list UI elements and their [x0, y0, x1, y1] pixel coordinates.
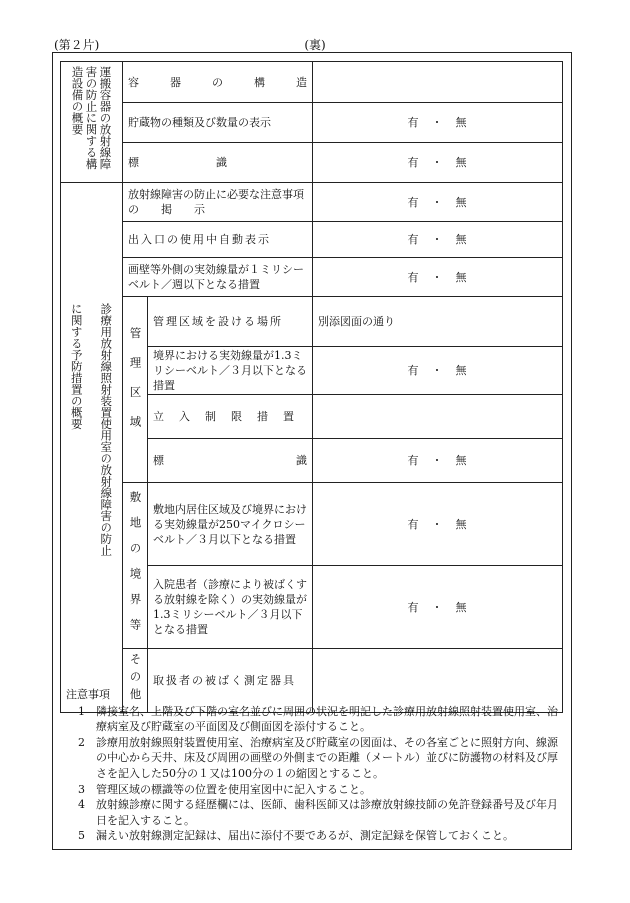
storage-display-yes-no[interactable]: 有 ・ 無	[313, 103, 563, 143]
note-item-5: 5 漏えい放射線測定記録は、届出に添付不要であるが、測定記録を保管しておくこと。	[78, 829, 514, 843]
table-row	[61, 297, 563, 347]
table-row	[61, 183, 563, 222]
boundary-dose-yes-no[interactable]: 有 ・ 無	[313, 347, 563, 395]
entry-restriction-field[interactable]	[313, 395, 563, 439]
kanri-label: 管理区域	[128, 327, 143, 445]
notes-section	[66, 687, 566, 844]
note-item-3: 3 管理区域の標識等の位置を使用室図中に記入すること。	[78, 782, 371, 796]
page-number-label: (第２片)	[54, 38, 100, 52]
auto-display-yes-no[interactable]: 有 ・ 無	[313, 222, 563, 258]
boundary-dose-label: 境界における実効線量が1.3ミリシーベルト／３月以下となる措置	[148, 347, 313, 395]
notice-posting-label: 放射線障害の防止に必要な注意事項 の 掲 示	[123, 183, 313, 222]
table-row	[61, 143, 563, 183]
residential-dose-yes-no[interactable]: 有 ・ 無	[313, 483, 563, 566]
section2-label-inner: に関する予防措置の概要	[69, 303, 84, 430]
inpatient-dose-label: 入院患者（診療により被ばくする放射線を除く）の実効線量が1.3ミリシーベルト／３月以下となる措置	[148, 566, 313, 649]
page-side-label: (裏)	[304, 38, 326, 52]
sonota-label: その他	[128, 653, 143, 706]
storage-display-label: 貯蔵物の種類及び数量の表示	[123, 103, 313, 143]
table-row	[61, 222, 563, 258]
shikichi-label: 敷地の境界等	[128, 491, 143, 644]
sign-label-1: 標 識	[123, 143, 313, 183]
section2-label-cell	[61, 183, 123, 713]
wall-dose-yes-no[interactable]: 有 ・ 無	[313, 258, 563, 297]
notes-title: 注意事項	[66, 688, 110, 701]
sign-yes-no-2[interactable]: 有 ・ 無	[313, 439, 563, 483]
form-table	[60, 61, 563, 713]
inpatient-dose-yes-no[interactable]: 有 ・ 無	[313, 566, 563, 649]
residential-dose-label: 敷地内居住区域及び境界における実効線量が250マイクロシーベルト／３月以下となる措置	[148, 483, 313, 566]
section2-label-outer: 診療用放射線照射装置使用室の放射線障害の防止	[99, 303, 114, 556]
section1-label: 運搬容器の放射線障害の防止に関する構造設備の概要	[70, 66, 113, 170]
auto-display-label: 出入口の使用中自動表示	[123, 222, 313, 258]
kanri-location-value[interactable]: 別添図面の通り	[313, 297, 563, 347]
kanri-label-cell	[123, 297, 148, 483]
table-row	[61, 103, 563, 143]
wall-dose-label: 画壁等外側の実効線量が１ミリシーベルト／週以下となる措置	[123, 258, 313, 297]
table-row	[61, 62, 563, 103]
container-structure-label: 容 器 の 構 造	[123, 62, 313, 103]
note-item-1: 1 隣接室名、上階及び下階の室名並びに周囲の状況を明記した診療用放射線照射装置使用室、治療病室及び貯蔵室の平面図及び側面図を添付すること。	[78, 704, 558, 734]
entry-restriction-label: 立 入 制 限 措 置	[148, 395, 313, 439]
container-structure-field[interactable]	[313, 62, 563, 103]
kanri-location-label: 管理区域を設ける場所	[148, 297, 313, 347]
notice-posting-yes-no[interactable]: 有 ・ 無	[313, 183, 563, 222]
note-item-2: 2 診療用放射線照射装置使用室、治療病室及び貯蔵室の図面は、その各室ごとに照射方向、線源の中心から天井、床及び周囲の画壁の外側までの距離（メートル）並びに防護物の材料及び厚さを記入した50分の１又は100分の１の縮図とすること。	[78, 735, 558, 780]
table-row	[61, 483, 563, 566]
table-row	[61, 258, 563, 297]
shikichi-label-cell	[123, 483, 148, 649]
dosimeter-label: 取扱者の被ばく測定器具	[148, 649, 313, 713]
section1-label-cell	[61, 62, 123, 183]
sign-label-2: 標 識	[148, 439, 313, 483]
note-item-4: 4 放射線診療に関する経歴欄には、医師、歯科医師又は診療放射線技師の免許登録番号及び年月日を記入すること。	[78, 798, 558, 827]
sign-yes-no-1[interactable]: 有 ・ 無	[313, 143, 563, 183]
